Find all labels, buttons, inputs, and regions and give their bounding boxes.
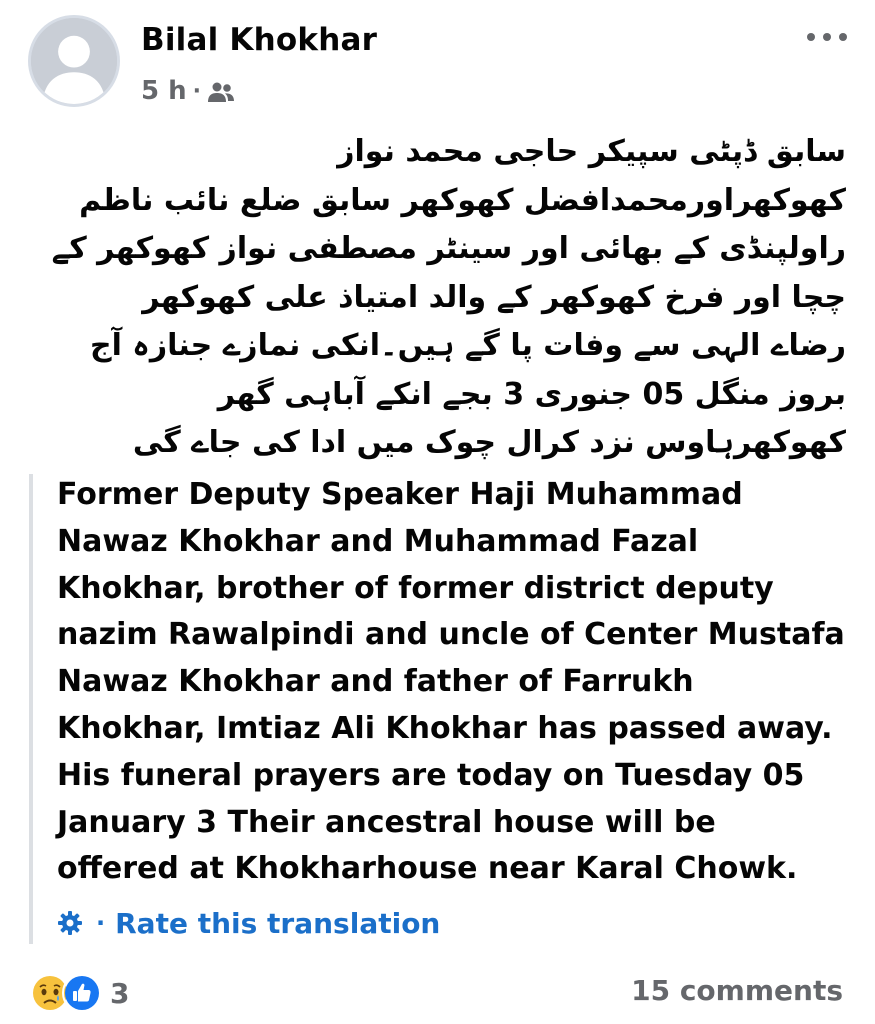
- translation-text: [57, 472, 857, 893]
- more-dot: [807, 33, 815, 41]
- more-dot: [823, 33, 831, 41]
- post-time[interactable]: 5 h: [141, 76, 187, 106]
- post-meta: [141, 74, 235, 108]
- urdu-line: سابق ڈپٹی سپیکر حاجی محمد نواز: [337, 134, 846, 169]
- more-options-button[interactable]: [807, 26, 847, 48]
- post-text-urdu: [40, 128, 846, 468]
- urdu-line: کھوکھراورمحمدافضل کھوکھر سابق ضلع نائب ناظم: [79, 182, 846, 218]
- urdu-line: کھوکھرہاوس نزد کرال چوک میں ادا کی جاے گی: [132, 425, 846, 460]
- translation-line: Khokhar, Imtiaz Ali Khokhar has passed away.: [57, 710, 833, 746]
- rate-separator: ·: [96, 909, 106, 937]
- translation-line: Former Deputy Speaker Haji Muhammad: [57, 477, 743, 512]
- urdu-line: بروز منگل 05 جنوری 3 بجے انکے آباہی گھر: [217, 376, 846, 412]
- author-name[interactable]: Bilal Khokhar: [141, 22, 378, 58]
- more-dot: [839, 33, 847, 41]
- default-profile-icon: [31, 18, 117, 104]
- meta-separator: ·: [192, 78, 202, 104]
- friends-icon: [207, 80, 235, 102]
- urdu-line: چچا اور فرخ کھوکھر کے والد امتیاذ علی کھوکھر: [142, 279, 846, 315]
- gear-icon[interactable]: [56, 909, 84, 937]
- translation-quote-bar: [29, 474, 33, 944]
- translation-line: Nawaz Khokhar and father of Farrukh: [57, 664, 694, 700]
- rate-translation: [56, 903, 440, 943]
- translation-line: His funeral prayers are today on Tuesday 05: [57, 757, 805, 793]
- translation-line: Khokhar, brother of former district deputy: [57, 570, 774, 606]
- reactions-summary[interactable]: [30, 973, 129, 1013]
- urdu-line: راولپنڈی کے بھائی اور سینٹر مصطفی نواز کھوکھر کے: [51, 231, 846, 266]
- translation-line: January 3 Their ancestral house will be: [57, 804, 716, 840]
- rate-translation-link[interactable]: Rate this translation: [115, 906, 441, 940]
- comments-count-link[interactable]: 15 comments: [631, 974, 843, 1007]
- translation-line: offered at Khokharhouse near Karal Chowk.: [57, 851, 798, 887]
- avatar[interactable]: [28, 15, 120, 107]
- like-reaction-icon: [62, 973, 102, 1013]
- urdu-line: رضاے الہی سے وفات پا گے ہیں۔انکی نمازے جنازہ آج: [89, 328, 846, 363]
- translation-line: nazim Rawalpindi and uncle of Center Mustafa: [57, 617, 845, 653]
- translation-line: Nawaz Khokhar and Muhammad Fazal: [57, 523, 699, 559]
- reaction-count: 3: [110, 976, 130, 1010]
